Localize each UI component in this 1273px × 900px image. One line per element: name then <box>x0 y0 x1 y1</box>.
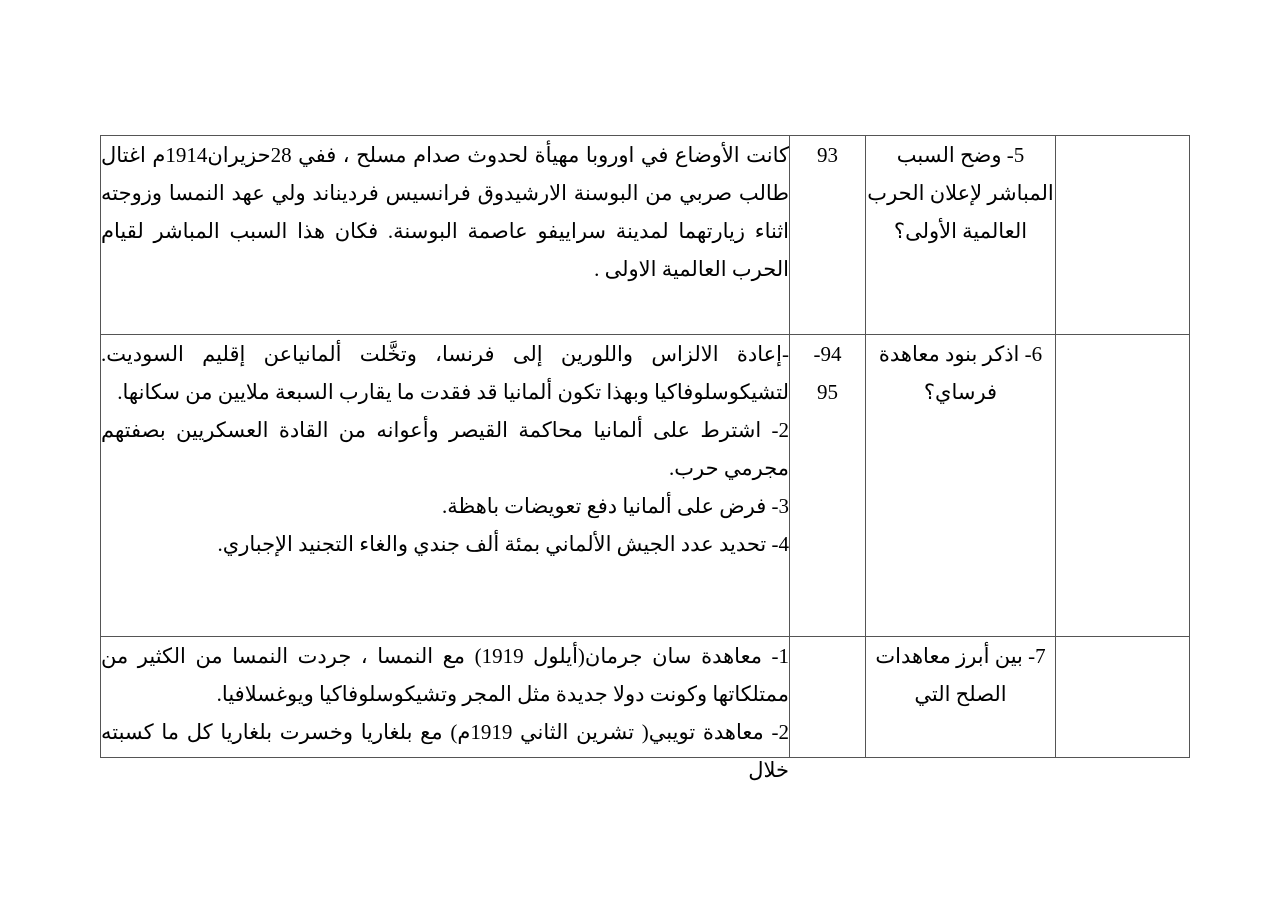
question-cell: 6- اذكر بنود معاهدة فرساي؟ <box>866 335 1056 637</box>
answer-clip <box>101 637 789 782</box>
page-number: 94- <box>813 342 842 366</box>
empty-cell <box>1056 637 1190 758</box>
page-number: 95 <box>817 380 838 404</box>
empty-cell <box>1056 136 1190 335</box>
answer-line: -إعادة الالزاس واللورين إلى فرنسا، وتخَّلت ألمانياعن إقليم السوديت. لتشيكوسلوفاكيا وبهذا تكون ألمانيا قد فقدت ما يقارب السبعة ملايين من سكانها. <box>101 342 789 404</box>
answer-line: 2- اشترط على ألمانيا محاكمة القيصر وأعوانه من القادة العسكريين بصفتهم مجرمي حرب. <box>101 418 789 480</box>
answer-cell <box>101 335 790 637</box>
question-text: 7- بين أبرز معاهدات الصلح التي <box>875 644 1046 706</box>
answers-table <box>100 135 1190 782</box>
answer-cell <box>101 637 790 782</box>
answer-line: 2- معاهدة تويبي( تشرين الثاني 1919م) مع بلغاريا وخسرت بلغاريا كل ما كسبته خلال <box>101 720 789 782</box>
page-cell <box>790 136 866 335</box>
answer-line: 4- تحديد عدد الجيش الألماني بمئة ألف جندي والغاء التجنيد الإجباري. <box>217 532 789 556</box>
page-cell <box>790 335 866 637</box>
answer-cell <box>101 136 790 335</box>
empty-cell <box>1056 335 1190 637</box>
page-number: 93 <box>817 143 838 167</box>
table-row <box>101 335 1190 637</box>
table-row <box>101 637 1190 758</box>
question-cell: 5- وضح السبب المباشر لإعلان الحرب العالمية الأولى؟ <box>866 136 1056 335</box>
table-row <box>101 136 1190 335</box>
answer-line: كانت الأوضاع في اوروبا مهيأة لحدوث صدام مسلح ، ففي 28حزيران1914م اغتال طالب صربي من البوسنة الارشيدوق فرانسيس فرديناند ولي عهد النمسا وزوجته اثناء زيارتهما لمدينة سراييفو عاصمة البوسنة. فكان هذا السبب المباشر لقيام الحرب العالمية الاولى . <box>101 143 790 281</box>
page-cell <box>790 637 866 758</box>
answer-line: 1- معاهدة سان جرمان(أيلول 1919) مع النمسا ، جردت النمسا من الكثير من ممتلكاتها وكونت دولا جديدة مثل المجر وتشيكوسلوفاكيا ويوغسلافيا. <box>101 644 789 706</box>
question-cell <box>866 637 1056 758</box>
answer-line: 3- فرض على ألمانيا دفع تعويضات باهظة. <box>441 494 789 518</box>
